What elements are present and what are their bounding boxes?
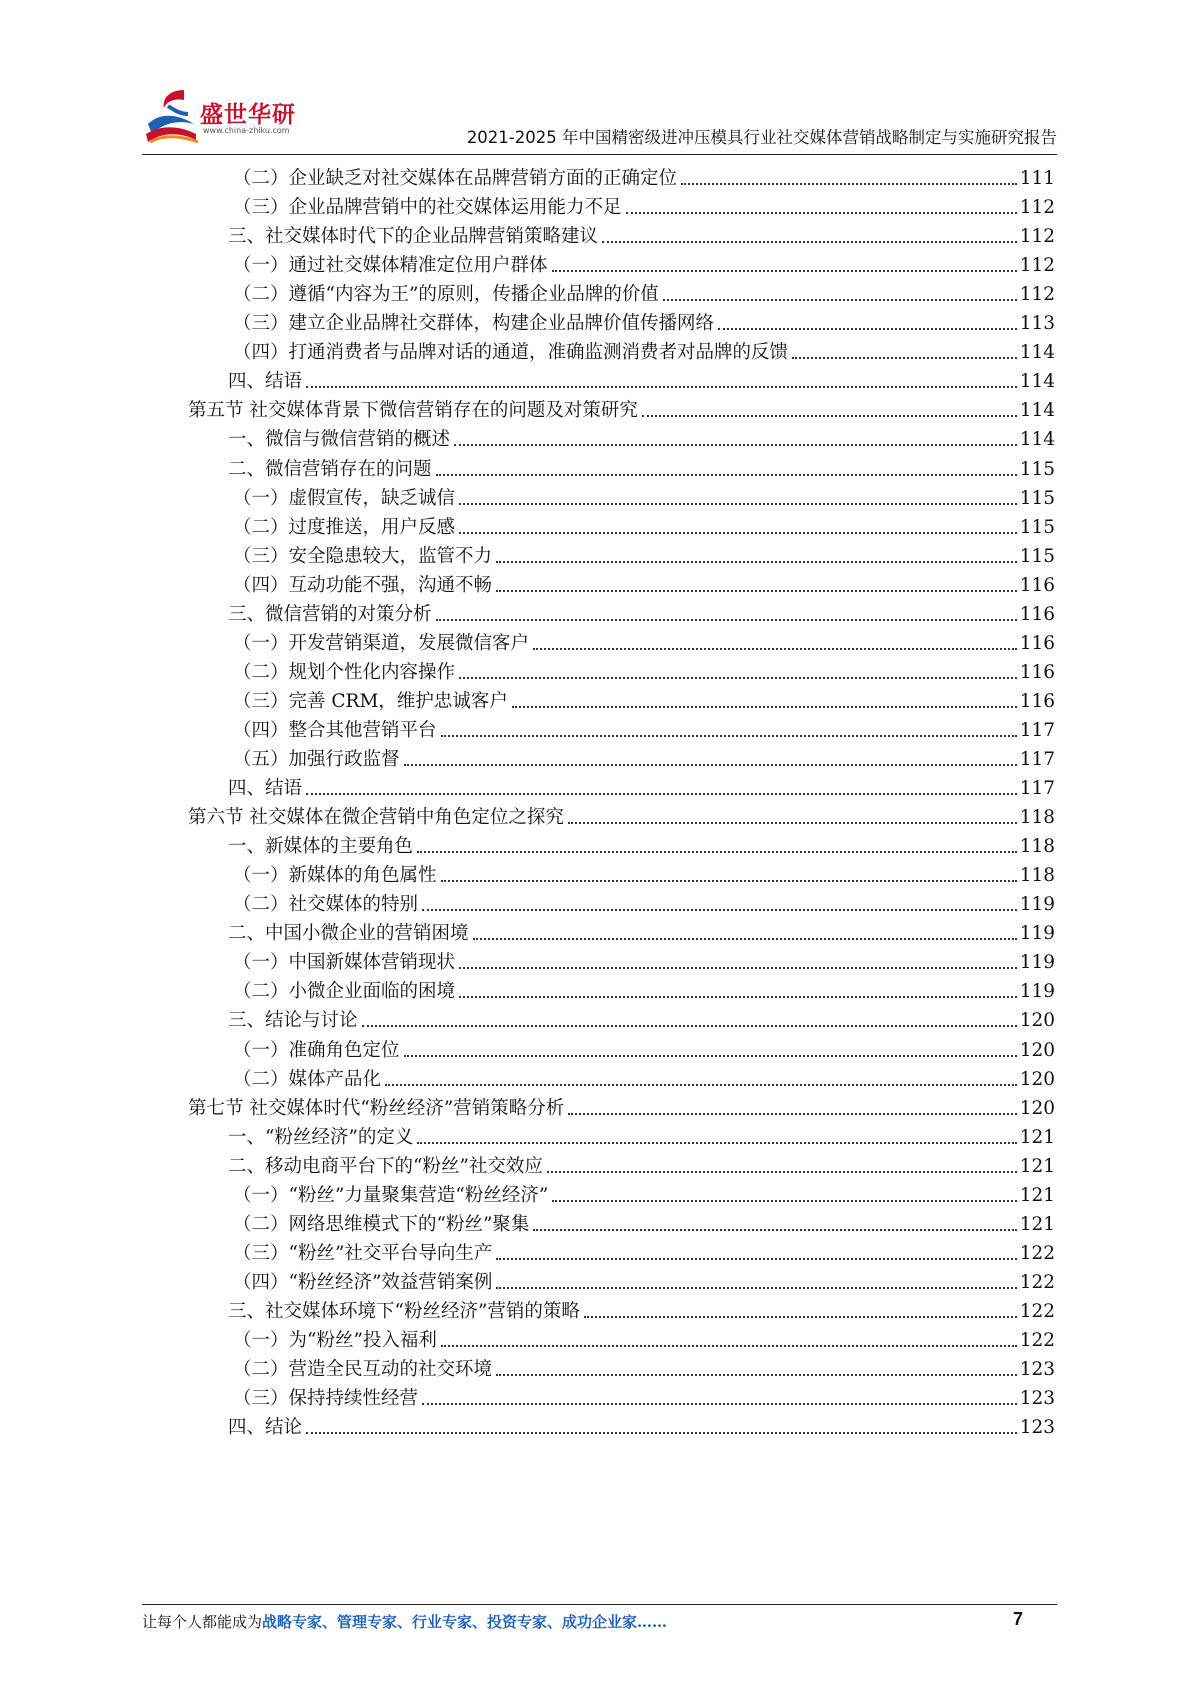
toc-entry-title: （四）“粉丝经济”效益营销案例 [233, 1271, 493, 1293]
toc-entry-title: 三、微信营销的对策分析 [228, 603, 432, 625]
toc-entry[interactable] [228, 1293, 1055, 1324]
toc-entry[interactable] [233, 944, 1055, 975]
toc-entry-title: （一）通过社交媒体精准定位用户群体 [233, 255, 548, 277]
toc-entry[interactable] [233, 683, 1055, 714]
toc-dot-leader [417, 1142, 1016, 1144]
toc-dot-leader [441, 1345, 1017, 1347]
toc-entry-title: （二）网络思维模式下的“粉丝”聚集 [233, 1213, 530, 1235]
toc-dot-leader [496, 1258, 1016, 1260]
toc-entry-page: 123 [1019, 1417, 1055, 1439]
toc-entry-title: （四）打通消费者与品牌对话的通道，准确监测消费者对品牌的反馈 [233, 342, 789, 364]
toc-dot-leader [533, 648, 1017, 650]
toc-entry-title: 第五节 社交媒体背景下微信营销存在的问题及对策研究 [188, 400, 638, 422]
toc-entry-title: （二）媒体产品化 [233, 1068, 382, 1090]
toc-entry[interactable] [233, 1264, 1055, 1295]
toc-entry[interactable] [233, 741, 1055, 772]
toc-entry-page: 122 [1019, 1271, 1055, 1293]
toc-dot-leader [663, 299, 1017, 301]
toc-entry-page: 116 [1019, 690, 1055, 712]
toc-entry[interactable] [233, 712, 1055, 743]
toc-dot-leader [459, 996, 1017, 998]
toc-dot-leader [681, 183, 1017, 185]
toc-entry[interactable] [233, 654, 1055, 685]
toc-dot-leader [552, 1200, 1016, 1202]
toc-dot-leader [454, 444, 1017, 446]
toc-entry[interactable] [233, 886, 1055, 917]
toc-entry-title: （三）建立企业品牌社交群体，构建企业品牌价值传播网络 [233, 313, 715, 335]
toc-dot-leader [417, 851, 1017, 853]
toc-entry-title: （三）安全隐患较大，监管不力 [233, 545, 493, 567]
toc-entry-page: 114 [1019, 342, 1055, 364]
toc-dot-leader [441, 735, 1017, 737]
toc-entry[interactable] [233, 480, 1055, 511]
toc-entry-page: 112 [1019, 255, 1055, 277]
toc-entry-title: （五）加强行政监督 [233, 749, 400, 770]
toc-entry[interactable] [188, 392, 1055, 423]
toc-entry-page: 116 [1019, 574, 1055, 596]
toc-entry-title: （一）为“粉丝”投入福利 [233, 1330, 437, 1351]
toc-entry-title: （一）新媒体的角色属性 [233, 865, 437, 887]
toc-dot-leader [385, 1084, 1017, 1086]
toc-entry-title: （一）中国新媒体营销现状 [233, 952, 456, 974]
toc-dot-leader [584, 1316, 1017, 1318]
toc-dot-leader [436, 619, 1017, 621]
toc-entry-page: 112 [1019, 284, 1055, 306]
toc-dot-leader [547, 1171, 1017, 1173]
toc-dot-leader [422, 1403, 1017, 1405]
report-title: 2021-2025 年中国精密级进冲压模具行业社交媒体营销战略制定与实施研究报告 [466, 128, 1057, 147]
toc-entry-title: （二）营造全民互动的社交环境 [233, 1359, 493, 1381]
toc-entry[interactable] [228, 770, 1055, 801]
toc-entry-page: 119 [1019, 923, 1055, 945]
toc-entry[interactable] [228, 218, 1055, 249]
toc-entry-page: 118 [1019, 807, 1055, 829]
toc-entry-title: （四）互动功能不强，沟通不畅 [233, 574, 493, 596]
toc-entry[interactable] [228, 1002, 1055, 1033]
toc-entry-page: 118 [1019, 865, 1055, 887]
toc-entry-page: 115 [1019, 458, 1055, 480]
logo-name: 盛世华研 [200, 102, 296, 128]
toc-dot-leader [306, 1432, 1017, 1434]
toc-entry-title: 三、社交媒体时代下的企业品牌营销策略建议 [228, 226, 599, 248]
toc-dot-leader [473, 938, 1017, 940]
toc-dot-leader [362, 1025, 1017, 1027]
toc-entry-title: （一）虚假宣传，缺乏诚信 [233, 487, 456, 509]
toc-entry-title: （一）开发营销渠道，发展微信客户 [233, 632, 530, 654]
toc-dot-leader [459, 503, 1017, 505]
toc-entry[interactable] [233, 1061, 1055, 1092]
toc-entry-title: 四、结论 [228, 1417, 303, 1439]
toc-entry[interactable] [228, 421, 1055, 452]
toc-entry[interactable] [233, 1206, 1055, 1237]
toc-entry-title: 二、微信营销存在的问题 [228, 458, 432, 480]
toc-dot-leader [496, 561, 1017, 563]
toc-dot-leader [568, 822, 1017, 824]
toc-entry-title: （三）“粉丝”社交平台导向生产 [233, 1242, 493, 1264]
toc-entry[interactable] [233, 509, 1055, 540]
page-header [0, 0, 1191, 150]
toc-entry[interactable] [233, 305, 1055, 336]
toc-entry-title: （三）完善 CRM，维护忠诚客户 [233, 690, 508, 712]
toc-entry-page: 119 [1019, 894, 1055, 916]
toc-entry-title: （二）企业缺乏对社交媒体在品牌营销方面的正确定位 [233, 168, 678, 189]
toc-entry-title: 第六节 社交媒体在微企营销中角色定位之探究 [188, 807, 564, 829]
toc-entry-title: （二）遵循“内容为王”的原则，传播企业品牌的价值 [233, 284, 659, 306]
toc-entry-page: 122 [1019, 1242, 1055, 1264]
toc-entry-page: 119 [1019, 981, 1055, 1003]
toc-dot-leader [404, 764, 1017, 766]
toc-entry-page: 117 [1019, 749, 1055, 770]
toc-entry-page: 123 [1019, 1359, 1055, 1381]
footer-slogan [142, 1611, 667, 1632]
toc-entry[interactable] [233, 1032, 1055, 1063]
toc-dot-leader [496, 1374, 1017, 1376]
toc-entry[interactable] [233, 1351, 1055, 1382]
toc-entry-page: 121 [1019, 1126, 1055, 1148]
toc-dot-leader [602, 241, 1017, 243]
toc-entry[interactable] [228, 451, 1055, 482]
toc-dot-leader [718, 328, 1017, 330]
toc-dot-leader [792, 357, 1017, 359]
toc-entry-page: 114 [1019, 371, 1055, 393]
toc-entry-title: （一）“粉丝”力量聚集营造“粉丝经济” [233, 1184, 549, 1206]
toc-entry-page: 121 [1019, 1155, 1055, 1177]
toc-dot-leader [496, 590, 1017, 592]
toc-entry[interactable] [228, 596, 1055, 627]
toc-entry-title: 三、结论与讨论 [228, 1010, 358, 1032]
toc-entry-title: （三）保持持续性经营 [233, 1388, 419, 1410]
toc-dot-leader [422, 909, 1017, 911]
page-number: 7 [1012, 1609, 1023, 1629]
toc-dot-leader [533, 1229, 1016, 1231]
toc-entry-page: 120 [1019, 1097, 1055, 1119]
toc-dot-leader [459, 532, 1017, 534]
toc-entry-title: （二）社交媒体的特别 [233, 894, 419, 916]
toc-dot-leader [441, 880, 1017, 882]
toc-entry[interactable] [233, 973, 1055, 1004]
toc-dot-leader [404, 1055, 1017, 1057]
toc-entry-page: 115 [1019, 545, 1055, 567]
toc-entry[interactable] [233, 247, 1055, 278]
toc-entry-page: 116 [1019, 632, 1055, 654]
logo-url: www.china-zhiku.com [203, 126, 290, 135]
toc-dot-leader [626, 212, 1017, 214]
toc-entry[interactable] [188, 1090, 1055, 1121]
toc-entry[interactable] [233, 334, 1055, 365]
toc-dot-leader [459, 967, 1017, 969]
toc-dot-leader [552, 270, 1017, 272]
toc-entry-title: 四、结语 [228, 778, 303, 800]
toc-entry-page: 112 [1019, 226, 1055, 248]
toc-entry[interactable] [233, 189, 1055, 220]
toc-entry-title: 二、中国小微企业的营销困境 [228, 923, 469, 945]
toc-entry-title: （二）小微企业面临的困境 [233, 981, 456, 1003]
toc-entry[interactable] [233, 1380, 1055, 1411]
toc-entry[interactable] [228, 828, 1055, 859]
toc-dot-leader [306, 386, 1017, 388]
toc-entry[interactable] [233, 567, 1055, 598]
footer-divider [142, 1604, 1057, 1605]
toc-entry[interactable] [233, 160, 1055, 191]
toc-entry[interactable] [233, 1322, 1055, 1353]
toc-entry-title: （二）过度推送，用户反感 [233, 516, 456, 538]
toc-entry[interactable] [233, 1235, 1055, 1266]
toc-entry-title: 第七节 社交媒体时代“粉丝经济”营销策略分析 [188, 1097, 565, 1119]
toc-entry-page: 119 [1019, 952, 1055, 974]
toc-entry-title: 四、结语 [228, 371, 303, 393]
toc-entry-title: 三、社交媒体环境下“粉丝经济”营销的策略 [228, 1300, 580, 1322]
footer-slogan-prefix: 让每个人都能成为 [142, 1613, 263, 1631]
toc-entry-page: 116 [1019, 603, 1055, 625]
toc-entry-page: 117 [1019, 719, 1055, 741]
toc-entry-page: 111 [1019, 168, 1055, 189]
toc-entry-page: 121 [1019, 1213, 1055, 1235]
toc-entry-page: 115 [1019, 516, 1055, 538]
toc-entry[interactable] [228, 1409, 1055, 1440]
toc-entry-page: 112 [1019, 197, 1055, 219]
toc-entry-page: 114 [1019, 400, 1055, 422]
toc-entry-page: 118 [1019, 836, 1055, 858]
toc-entry-title: 一、“粉丝经济”的定义 [228, 1126, 414, 1148]
toc-entry[interactable] [233, 857, 1055, 888]
toc-entry-page: 115 [1019, 487, 1055, 509]
toc-entry[interactable] [228, 915, 1055, 946]
toc-entry[interactable] [188, 799, 1055, 830]
toc-entry-title: （三）企业品牌营销中的社交媒体运用能力不足 [233, 197, 622, 219]
toc-dot-leader [306, 793, 1017, 795]
toc-dot-leader [642, 415, 1017, 417]
toc-entry-title: （四）整合其他营销平台 [233, 719, 437, 741]
toc-entry[interactable] [233, 276, 1055, 307]
toc-entry-page: 117 [1019, 778, 1055, 800]
toc-dot-leader [459, 677, 1017, 679]
toc-entry-page: 120 [1019, 1010, 1055, 1032]
toc-entry[interactable] [228, 363, 1055, 394]
toc-entry-title: 二、移动电商平台下的“粉丝”社交效应 [228, 1155, 543, 1177]
toc-entry-page: 113 [1019, 313, 1055, 335]
toc-dot-leader [568, 1113, 1016, 1115]
toc-entry-title: 一、微信与微信营销的概述 [228, 429, 451, 451]
toc-entry[interactable] [233, 625, 1055, 656]
toc-dot-leader [496, 1287, 1016, 1289]
header-divider [142, 154, 1057, 155]
toc-entry-page: 116 [1019, 661, 1055, 683]
toc-entry[interactable] [228, 1119, 1055, 1150]
toc-entry-page: 121 [1019, 1184, 1055, 1206]
toc-entry[interactable] [233, 1177, 1055, 1208]
toc-entry-page: 120 [1019, 1068, 1055, 1090]
toc-entry-page: 122 [1019, 1300, 1055, 1322]
toc-entry-page: 122 [1019, 1330, 1055, 1351]
toc-entry-page: 123 [1019, 1388, 1055, 1410]
footer-slogan-highlight: 战略专家、管理专家、行业专家、投资专家、成功企业家…… [262, 1613, 668, 1631]
toc-entry[interactable] [228, 1148, 1055, 1179]
toc-entry-title: （一）准确角色定位 [233, 1039, 400, 1061]
toc-entry-title: 一、新媒体的主要角色 [228, 836, 414, 858]
toc-entry-title: （二）规划个性化内容操作 [233, 661, 456, 683]
toc-entry[interactable] [233, 538, 1055, 569]
toc-entry-page: 114 [1019, 429, 1055, 451]
toc-dot-leader [436, 474, 1017, 476]
toc-entry-page: 120 [1019, 1039, 1055, 1061]
toc-dot-leader [512, 706, 1017, 708]
